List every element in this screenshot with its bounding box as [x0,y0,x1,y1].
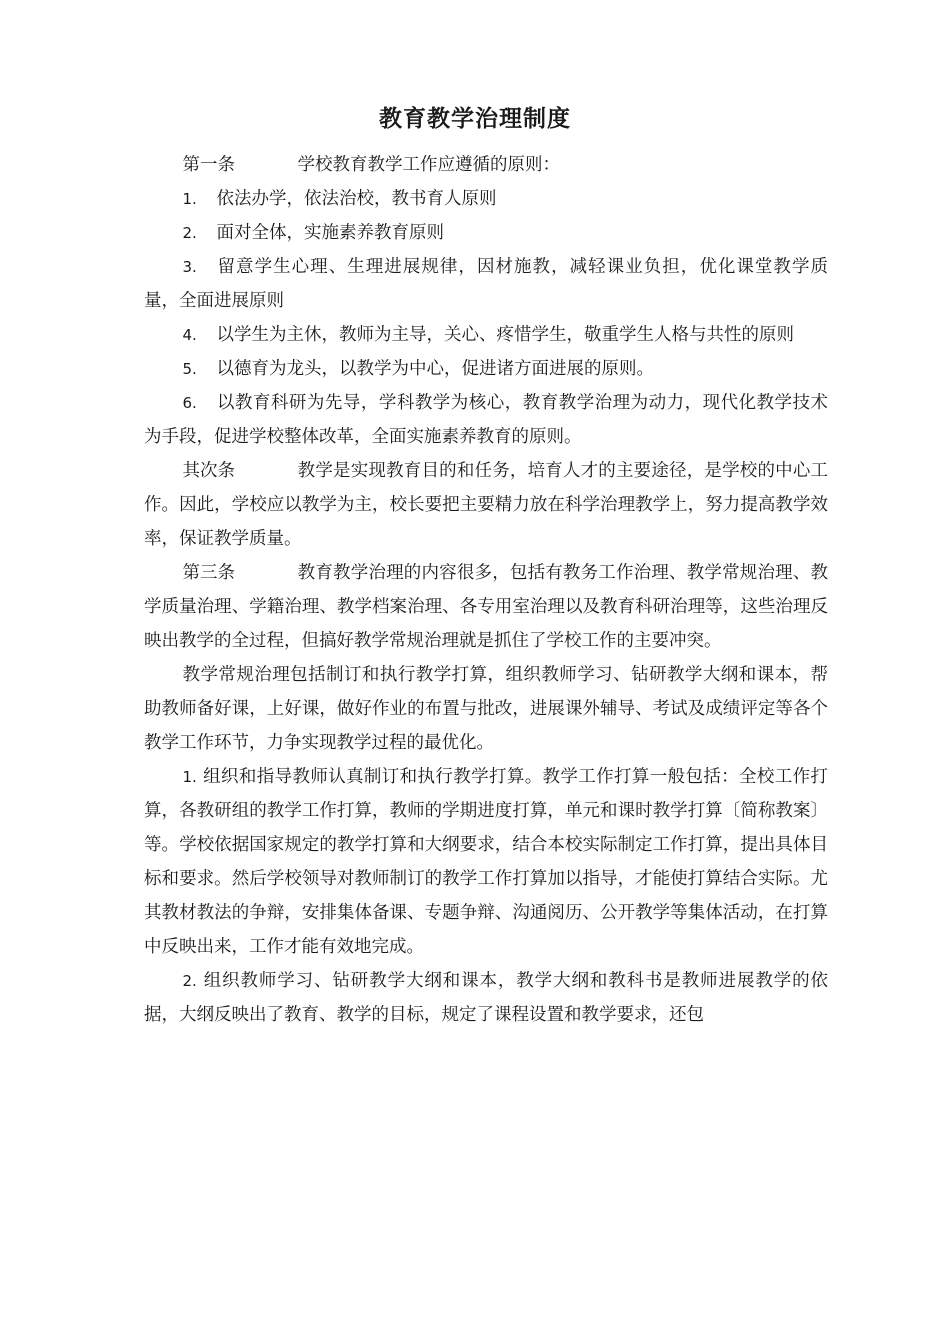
routine-item [144,760,828,964]
principle-text: 面对全体，实施素养教育原则 [216,223,444,243]
principle-item [144,182,828,216]
routine-item-text: 组织教师学习、钻研教学大纲和课本，教学大纲和教科书是教师进展教学的依据，大纲反映出了教育、教学的目标，规定了课程设置和教学要求，还包 [144,971,828,1025]
document-title: 教育教学治理制度 [379,106,571,132]
principle-text: 以德育为龙头，以教学为中心，促进诸方面进展的原则。 [216,359,654,379]
routine-item-text: 组织和指导教师认真制订和执行教学打算。教学工作打算一般包括：全校工作打算，各教研组的教学工作打算，教师的学期进度打算，单元和课时教学打算〔简称教案〕等。学校依据国家规定的教学打算和大纲要求，结合本校实际制定工作打算，提出具体目标和要求。然后学校领导对教师制订的教学工作打算加以指导，才能使打算结合实际。尤其教材教法的争辩，安排集体备课、专题争辩、沟通阅历、公开教学等集体活动，在打算中反映出来，工作才能有效地完成。 [144,767,828,957]
article-1-paragraph [144,148,828,182]
article-3-text: 教育教学治理的内容很多，包括有教务工作治理、教学常规治理、教学质量治理、学籍治理、教学档案治理、各专用室治理以及教育科研治理等，这些治理反映出教学的全过程，但搞好教学常规治理就是抓住了学校工作的主要冲突。 [144,563,828,651]
principle-item [144,318,828,352]
principle-number: 4. [182,326,197,344]
article-1-text: 学校教育教学工作应遵循的原则： [297,155,560,175]
routine-item-number: 1. [182,768,197,786]
routine-item [144,964,828,1032]
principle-number: 1. [182,190,197,208]
principle-text: 留意学生心理、生理进展规律，因材施教，减轻课业负担，优化课堂教学质量，全面进展原则 [144,257,828,311]
principle-number: 3. [182,258,197,276]
article-3-label: 第三条 [182,563,235,583]
principle-item [144,250,828,318]
routine-intro-paragraph: 教学常规治理包括制订和执行教学打算，组织教师学习、钻研教学大纲和课本，帮助教师备好课，上好课，做好作业的布置与批改，进展课外辅导、考试及成绩评定等各个教学工作环节，力争实现教学过程的最优化。 [144,665,828,753]
article-2-paragraph [144,454,828,556]
article-1-label: 第一条 [182,155,235,175]
principle-item [144,386,828,454]
principle-text: 以学生为主休，教师为主导，关心、疼惜学生，敬重学生人格与共性的原则 [216,325,794,345]
principle-number: 2. [182,224,197,242]
principle-item [144,216,828,250]
routine-item-number: 2. [182,972,197,990]
principle-item [144,352,828,386]
principle-text: 以教育科研为先导，学科教学为核心，教育教学治理为动力，现代化教学技术为手段，促进学校整体改革，全面实施素养教育的原则。 [144,393,828,447]
article-2-text: 教学是实现教育目的和任务，培育人才的主要途径，是学校的中心工作。因此，学校应以教学为主，校长要把主要精力放在科学治理教学上，努力提高教学效率，保证教学质量。 [144,461,828,549]
document-body [144,148,828,1032]
article-2-label: 其次条 [182,461,235,481]
principle-number: 6. [182,394,197,412]
article-3-paragraph [144,556,828,658]
principle-number: 5. [182,360,197,378]
principle-text: 依法办学，依法治校，教书育人原则 [216,189,497,209]
